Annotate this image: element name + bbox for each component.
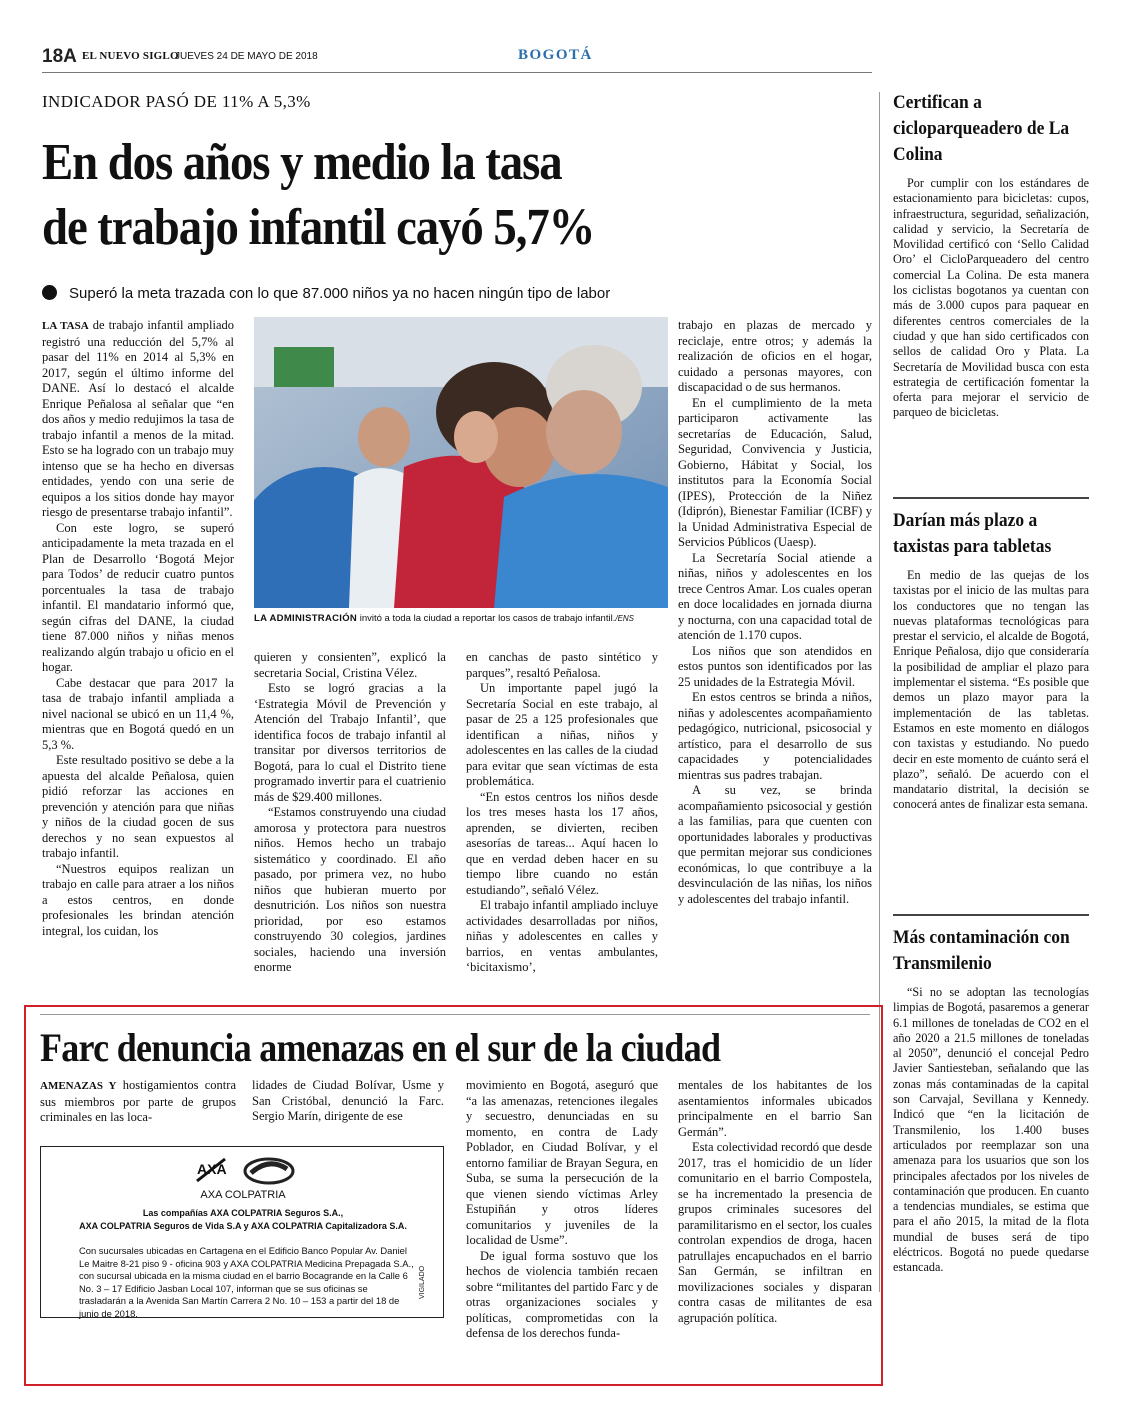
paragraph: El trabajo infantil ampliado incluye actividades desarrolladas por niños, niñas y adolescentes en calles y barrios, en ventas ambulantes, ‘bicitaxismo’, — [466, 898, 658, 974]
sidebar-title: Certifican a cicloparqueadero de La Colina — [893, 92, 1070, 165]
paragraph: mentales de los habitantes de los asentamientos informales ubicados principalmente en el barrio San Germán”. — [678, 1078, 872, 1139]
bullet-icon — [42, 285, 57, 300]
paragraph: Un importante papel jugó la Secretaría Social en este trabajo, al pasar de 25 a 125 profesionales que identifican a niñas, niños y adolescentes en las calles de la ciudad para evitar que sean víctimas de esta problemática. — [466, 681, 658, 788]
paragraph: La Secretaría Social atiende a niñas, niños y adolescentes en los trece Centros Amar. Los cuales operan en doce localidades en jornada diurna y nocturna, con una capacidad total de atención de 1.170 cupos. — [678, 550, 872, 642]
paragraph: Con este logro, se superó anticipadamente la meta trazada en el Plan de Desarrollo ‘Bogotá Mejor para Todos’ de reducir cuatro puntos porcentuales la tasa de trabajo infantil. El mandatario informó que, según cifras del DANE, la ciudad tiene 87.000 niños y niñas menos realizando algún trabajo u oficio en el hogar. — [42, 520, 234, 674]
sidebar-body — [893, 985, 1089, 1276]
paragraph: Este resultado positivo se debe a la apuesta del alcalde Peñalosa, quien pidió reforzar las acciones en prevención y atención para que niñas y niños de la ciudad gocen de sus derechos y no sean expuestos al trabajo infantil. — [42, 753, 234, 860]
axa-mark: AXA — [197, 1161, 227, 1177]
caption-text: invitó a toda la ciudad a reportar los casos de trabajo infantil. — [357, 613, 616, 624]
paragraph: Esto se logró gracias a la ‘Estrategia Móvil de Prevención y Atención del Trabajo Infantil’, que identifica focos de trabajo infantil al transitar por diversos territorios de Bogotá, para lo cual el Distrito tiene programado invertir para el cuatrienio más de $29.400 millones. — [254, 681, 446, 804]
paragraph: En medio de las quejas de los taxistas por el inicio de las multas para los conductores que no tengan las nuevas plataformas tecnológicas para prestar el servicio, el alcalde de Bogotá, Enrique Peñalosa, dijo que consideraría la posibilidad de ampliar el plazo para implementar el sistema. “Es posible que demos un plazo mayor para la implementación de las tabletas. Estamos en este momento en diálogos con taxistas y estudiando. No puedo decir en este momento de cuánto será el plazo”, señaló. De acuerdo con el mandatario distrital, la decisión se conocerá antes de finalizar esta semana. — [893, 568, 1089, 812]
paragraph: hostigamientos contra sus miembros por parte de grupos criminales en las loca- — [40, 1078, 236, 1124]
paragraph: Cabe destacar que para 2017 la tasa de trabajo infantil ampliada a nivel nacional se ubicó en un 11,4 %, mientras que en Bogotá quedó en un 5,3 %. — [42, 675, 234, 752]
paragraph: Por cumplir con los estándares de estacionamiento para bicicletas: cupos, infraestructura, seguridad, señalización, calidad y servicio, la Secretaría de Movilidad certificó con ‘Sello Calidad Oro’ el CicloParqueadero del centro comercial La Colina. De esta manera los ciclistas bogotanos ya cuentan con más de 3.000 cupos para paquear en diferentes centros comerciales de la ciudad y que han sido certificados con sellos de calidad Oro y Plata. La Secretaría de Movilidad busca con esta estrategia de certificación fomentar la oferta para mejorar el servicio de parqueo de bicicletas. — [893, 176, 1089, 420]
sidebar-story-3 — [893, 925, 1089, 1276]
sidebar-body — [893, 568, 1089, 813]
ad-line-2: AXA COLPATRIA Seguros de Vida S.A y AXA COLPATRIA Capitalizadora S.A. — [79, 1221, 407, 1231]
photo-caption — [254, 613, 668, 625]
paragraph: Esta colectividad recordó que desde 2017, tras el homicidio de un líder comunitario en el barrio Compostela, se ha incrementado la presencia de grupos criminales sucesores del paramilitarismo en el sector, los cuales controlan expendios de droga, hacen patrullajes encapuchados en el barrio San Germán, se infiltran en movilizaciones sociales y disparan contra casas de militantes de esa agrupación política. — [678, 1140, 872, 1325]
paragraph: trabajo en plazas de mercado y reciclaje, entre otros; y además la realización de oficios en el hogar, cuidado a personas mayores, con discapacidad o de sus hermanos. — [678, 318, 872, 394]
sidebar-story-1 — [893, 90, 1089, 421]
headline-line-2: de trabajo infantil cayó 5,7% — [42, 199, 595, 256]
highlight-box — [24, 1005, 883, 1386]
main-col-4 — [678, 318, 872, 907]
paragraph: En el cumplimiento de la meta participaron activamente las secretarías de Educación, Salud, Seguridad, Convivencia y Justicia, Gobierno, Hábitat y Social, los institutos para la Economía Social (IPES), Protección de la Niñez (Idiprón), Bienestar Familiar (ICBF) y la Unidad Administrativa Especial de Servicios Públicos (Uaesp). — [678, 395, 872, 549]
paragraph: De igual forma sostuvo que los hechos de violencia también recaen sobre “militantes del partido Farc y de otras organizaciones sociales y políticas, comprometidas con la defensa de los derechos funda- — [466, 1248, 658, 1340]
deck-text: Superó la meta trazada con lo que 87.000 niños ya no hacen ningún tipo de labor — [69, 285, 611, 302]
paragraph: de trabajo infantil ampliado registró una reducción del 5,7% al pasar del 11% en 2014 al 5,3% en 2017, según el último informe del DANE. Así lo destacó el alcalde Enrique Peñalosa al señalar que “en dos años y medio redujimos la tasa de trabajo infantil a menos de la mitad. Esto se ha logrado con un trabajo muy intenso que se ha hecho en diversas entidades, yendo con una serie de equipos a los sitios donde hay mayor riesgo de presentarse trabajo infantil”. — [42, 318, 234, 519]
paragraph: “En estos centros los niños desde los tres meses hasta los 17 años, aprenden, se divierten, reciben asesorías de tareas... Aquí hacen lo que en verdad deben hacer en su tiempo libre cuando no están estudiando”, señaló Vélez. — [466, 789, 658, 897]
paragraph: movimiento en Bogotá, aseguró que “a las amenazas, retenciones ilegales y secuestro, denunciadas en su momento, en contra de Lady Poblador, en Ciudad Bolívar, y el entorno familiar de Brayan Segura, en Suba, se suma la persecución de la que vienen siendo víctimas Arley Estupiñán y otros líderes comunitarios y juveniles de la localidad de Usme”. — [466, 1078, 658, 1247]
section-name: BOGOTÁ — [518, 47, 593, 63]
sidebar-body — [893, 176, 1089, 421]
sidebar-divider — [893, 497, 1089, 499]
ad-body: Con sucursales ubicadas en Cartagena en el Edificio Banco Popular Av. Daniel Le Maitre 8-21 piso 9 - oficina 903 y AXA COLPATRIA Medicina Prepagada S.A., con sucursal ubicada en la misma ciudad en el barrio Bocagrande en la Calle 6 No. 3 – 17 Edificio Jasban Local 107, informan que se sus oficinas se trasladarán a la Avenida San Martín Carrera 2 No. 10 – 153 a partir del 18 de junio de 2018. — [79, 1245, 414, 1319]
headline — [42, 130, 789, 260]
ad-brand: AXA COLPATRIA — [200, 1189, 286, 1201]
masthead-rule — [42, 72, 872, 73]
ad-line-1: Las compañías AXA COLPATRIA Seguros S.A., — [142, 1208, 344, 1218]
paragraph: “Si no se adoptan las tecnologías limpias de Bogotá, pasaremos a generar 6.1 millones de toneladas de CO2 en el año 2020 a 21.5 millones de toneladas al 2050”, denunció el concejal Pedro Javier Santiesteban, señalando que las zonas más contaminadas de la capital son Carvajal, Sevillana y Kennedy. Indicó que “en la licitación de Transmilenio, los 1.400 buses articulados por reemplazar son una amenaza para los usuarios que son los principales afectados por los niveles de contaminación que producen. En cuanto a tendencias mundiales, se estima que para el año 2015, la mitad de la flota mundial de buses será de tipo eléctricos. Bogotá no puede quedarse estancada. — [893, 985, 1089, 1275]
headline-line-1: En dos años y medio la tasa — [42, 134, 562, 191]
paragraph: “Nuestros equipos realizan un trabajo en calle para atraer a los niños a estos centros, en donde profesionales les brindan atención integral, los cuidan, los — [42, 861, 234, 938]
page-number: 18A — [42, 46, 77, 67]
kicker: INDICADOR PASÓ DE 11% A 5,3% — [42, 92, 311, 111]
deck — [42, 285, 872, 302]
sidebar-story-2 — [893, 508, 1089, 813]
sidebar-title: Más contaminación con Transmilenio — [893, 927, 1070, 974]
paragraph: En estos centros se brinda a niños, niñas y adolescentes acompañamiento pedagógico, nutricional, psicosocial y artístico, para el desarrollo de sus capacidades y potencialidades mientras sus padres trabajan. — [678, 690, 872, 782]
main-col-2 — [254, 650, 446, 976]
photo-illustration — [254, 317, 668, 608]
vigilado-text: VIGILADO — [419, 1265, 426, 1299]
lead-in: LA TASA — [42, 320, 89, 332]
main-col-1 — [42, 318, 234, 939]
news-photo — [254, 317, 668, 608]
lead-in: AMENAZAS Y — [40, 1080, 117, 1092]
sidebar-title: Darían más plazo a taxistas para tabletas — [893, 510, 1052, 557]
issue-date: JUEVES 24 DE MAYO DE 2018 — [175, 51, 318, 62]
paragraph: quieren y consienten”, explicó la secretaria Social, Cristina Vélez. — [254, 650, 446, 680]
main-col-3 — [466, 650, 658, 976]
farc-headline: Farc denuncia amenazas en el sur de la ciudad — [40, 1025, 721, 1070]
caption-lead: LA ADMINISTRACIÓN — [254, 613, 358, 624]
paragraph: “Estamos construyendo una ciudad amorosa y protectora para nuestros niños. Hemos hecho un trabajo sistemático y coordinado. El año pasado, por primera vez, no hubo niños que hubieran muerto por desnutrición. Los niños son nuestra prioridad, por eso estamos construyendo 30 colegios, jardines sociales, haciendo una inversión enorme — [254, 805, 446, 974]
sidebar-divider — [893, 914, 1089, 916]
paragraph: en canchas de pasto sintético y parques”, resaltó Peñalosa. — [466, 650, 658, 680]
paragraph: lidades de Ciudad Bolívar, Usme y San Cristóbal, denunció la Farc. Sergio Marín, dirigente de ese — [252, 1078, 444, 1123]
paragraph: A su vez, se brinda acompañamiento psicosocial y gestión a las familias, para que cuenten con oportunidades laborales y productivas que permitan mejorar sus condiciones económicas, lo que contribuye a la desvinculación de las niñas, los niños y adolescentes del trabajo infantil. — [678, 783, 872, 906]
masthead — [42, 40, 872, 74]
photo-credit: /ENS — [615, 614, 635, 623]
newspaper-name: EL NUEVO SIGLO — [82, 50, 179, 62]
paragraph: Los niños que son atendidos en estos puntos son identificados por las 25 unidades de la Estrategia Móvil. — [678, 643, 872, 689]
